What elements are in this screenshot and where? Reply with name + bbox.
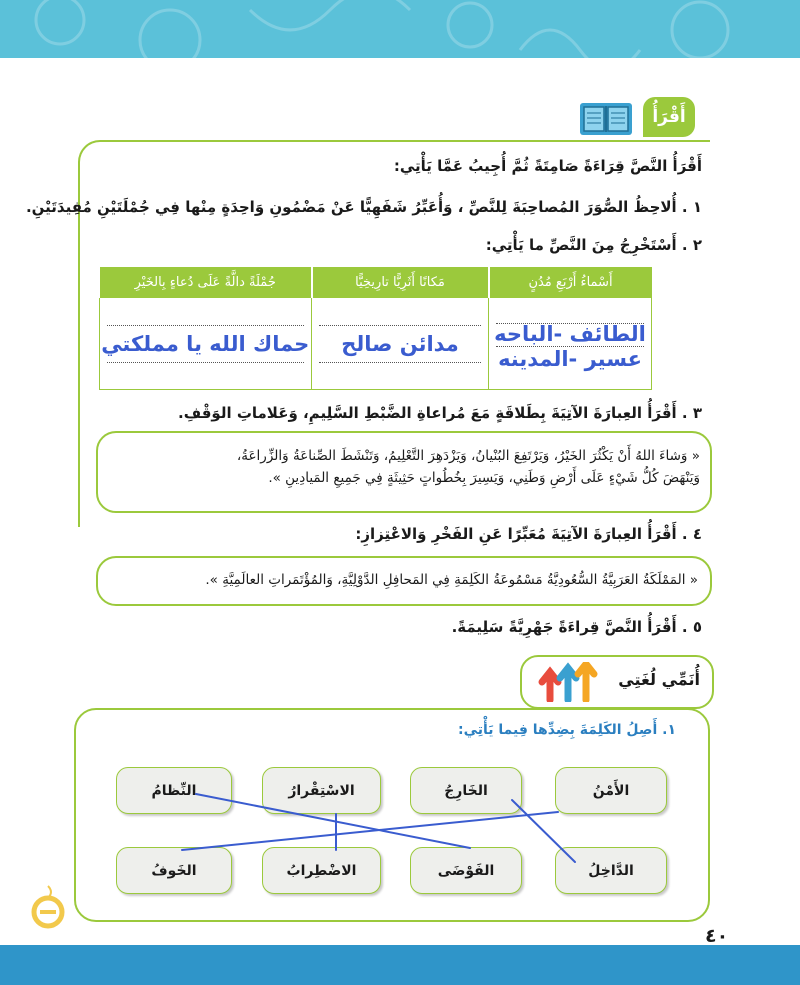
- question-2: ٢ . أَسْتَخْرِجُ مِنَ النَّصِّ ما يَأْتِي:: [485, 236, 702, 254]
- line-security-fear: [182, 812, 558, 850]
- question-4: ٤ . أَقْرَأُ العِبارَةَ الآتِيَةَ مُعَبِّرًا عَنِ الفَخْرِ وَالاعْتِزازِ:: [355, 525, 702, 543]
- q3-text-line1: « وَشاءَ اللهُ أَنْ يَكْثُرَ الخَيْرُ، وَيَرْتَفِعَ البُنْيانُ، وَيَزْدَهِرَ التَّعْلِيمُ، وَتَنْشَطَ الصِّناعَةُ وَالزِّراعَةُ،: [236, 448, 700, 464]
- word-top-stability[interactable]: الاسْتِقْرارُ: [262, 767, 381, 814]
- line-order-chaos: [196, 794, 470, 848]
- answer-cities-line1: الطائف -الباحه: [494, 321, 646, 346]
- header-place: مَكانًا أَثَرِيًّا تارِيخِيًّا: [312, 267, 489, 298]
- question-5: ٥ . أَقْرَأُ النَّصَّ قِراءَةً جَهْرِيَّةً سَلِيمَةً.: [451, 618, 702, 636]
- word-top-order[interactable]: النِّظامُ: [116, 767, 232, 814]
- footer-band: [0, 945, 800, 985]
- answer-prayer: حماك الله يا مملكتي: [101, 331, 310, 356]
- section-label: أَقْرَأُ: [652, 107, 686, 127]
- question-1: ١ . أُلاحِظُ الصُّوَرَ المُصاحِبَةَ لِلنَّصِّ ، وَأُعَبِّرُ شَفَهِيًّا عَنْ مَضْمُونِ وَاحِدَةٍ مِنْها فِي جُمْلَتَيْنِ مُفِيدَتَيْنِ.: [25, 198, 702, 216]
- header-cities: أَسْماءُ أَرْبَعِ مُدُنٍ: [489, 267, 652, 298]
- matching-instruction: ١. أَصِلُ الكَلِمَةَ بِضِدِّها فِيما يَأْتِي:: [457, 722, 676, 738]
- answer-place: مدائن صالح: [341, 331, 459, 356]
- q4-text: « المَمْلَكَةُ العَرَبِيَّةُ السُّعُودِيَّةُ مَسْمُوعَةُ الكَلِمَةِ فِي المَحافِلِ الدَّوْلِيَّةِ، وَالمُؤْتَمَراتِ العالَمِيَّةِ ».: [205, 572, 698, 588]
- section-label: أُنَمِّي لُغَتِي: [618, 670, 700, 689]
- line-outside-inside: [512, 800, 575, 862]
- word-bottom-fear[interactable]: الخَوفُ: [116, 847, 232, 894]
- publisher-logo-icon: [30, 882, 66, 930]
- word-bottom-inside[interactable]: الدَّاخِلُ: [555, 847, 667, 894]
- question-3: ٣ . أَقْرَأُ العِبارَةَ الآتِيَةَ بِطَلاقَةٍ مَعَ مُراعاةِ الضَّبْطِ السَّلِيمِ، وَعَلاماتِ الوَقْفِ.: [178, 404, 702, 422]
- q3-text-line2: وَيَنْهَضَ كُلُّ شَيْءٍ عَلَى أَرْضِ وَطَنِي، وَيَسِيرَ بِخُطُواتٍ حَثِيثَةٍ فِي جَمِيعِ المَيادِينِ ».: [268, 470, 700, 486]
- word-bottom-turmoil[interactable]: الاضْطِرابُ: [262, 847, 381, 894]
- read-instruction: أَقْرَأُ النَّصَّ قِرَاءَةً صَامِتَةً ثُمَّ أُجِيبُ عَمَّا يَأْتِي:: [393, 157, 702, 175]
- header-prayer: جُمْلَةً دالَّةً عَلَى دُعاءٍ بِالخَيْرِ: [99, 267, 312, 298]
- word-top-security[interactable]: الأَمْنُ: [555, 767, 667, 814]
- word-bottom-chaos[interactable]: الفَوْضَى: [410, 847, 522, 894]
- answer-cities-line2: عسير -المدينه: [498, 346, 642, 371]
- page-number: ٤٠: [705, 925, 729, 947]
- word-top-outside[interactable]: الخَارِجُ: [410, 767, 522, 814]
